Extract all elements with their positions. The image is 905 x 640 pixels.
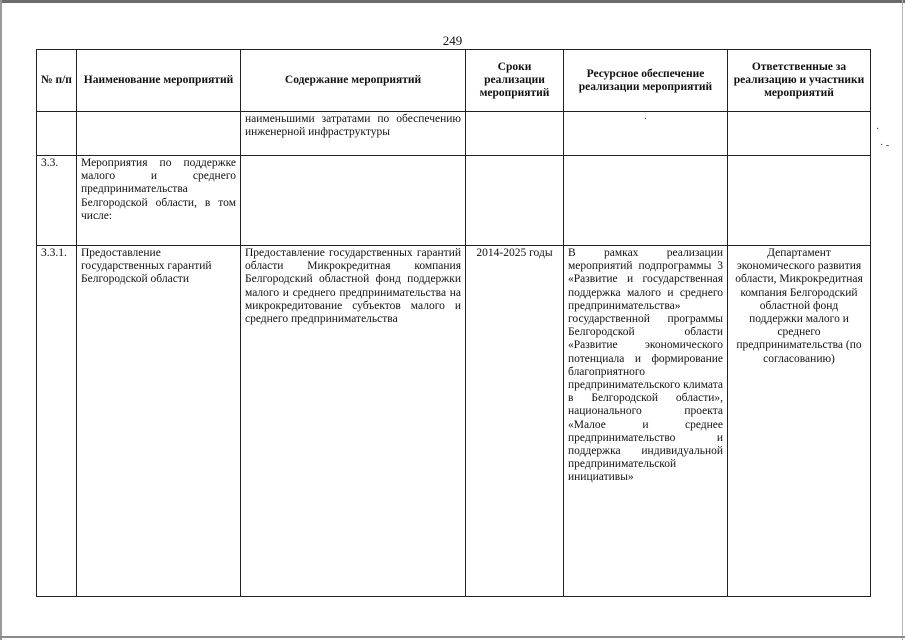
page-number: 249 — [442, 33, 463, 48]
item-name: Предоставление государственных гарантий Белгородской области — [77, 246, 241, 597]
item-content: Предоставление государственных гарантий области Микрокредитная компания Белгородский областной фонд поддержки малого и среднего предпринимательства на микрокредитование субъектов малого и среднего предпринимательства — [241, 246, 466, 597]
scan-bottom-edge — [0, 636, 905, 638]
cell-empty — [728, 156, 871, 246]
section-num: 3.3. — [37, 156, 77, 246]
measures-table — [36, 49, 871, 597]
cell-empty — [466, 112, 564, 156]
header-responsible: Ответственные за реализацию и участники мероприятий — [728, 50, 871, 112]
item-responsible: Департамент экономического развития области, Микрокредитная компания Белгородский областной фонд поддержки малого и среднего предпринимательства (по согласованию) — [728, 246, 871, 597]
scan-left-edge — [0, 0, 2, 640]
cell-empty — [466, 156, 564, 246]
header-resources: Ресурсное обеспечение реализации мероприятий — [564, 50, 728, 112]
item-resources: В рамках реализации мероприятий подпрограммы 3 «Развитие и государственная поддержка малого и среднего предпринимательства» государственной программы Белгородской области «Развитие экономического потенциала и формирование благоприятного предпринимательского климата в Белгородской области», национального проекта «Малое и среднее предпринимательство и поддержка индивидуальной предпринимательской инициативы» — [564, 246, 728, 597]
cell-empty — [77, 112, 241, 156]
scan-top-edge — [0, 0, 905, 3]
scan-right-edge — [902, 0, 903, 640]
table-row — [37, 156, 871, 246]
scan-speck: · — [643, 114, 648, 125]
continuation-content: наименьшими затратами по обеспечению инженерной инфраструктуры — [241, 112, 466, 156]
cell-empty — [564, 156, 728, 246]
header-terms: Сроки реализации мероприятий — [466, 50, 564, 112]
table-row — [37, 112, 871, 156]
cell-empty — [728, 112, 871, 156]
cell-empty — [241, 156, 466, 246]
header-num: № п/п — [37, 50, 77, 112]
table-header-row — [37, 50, 871, 112]
section-name: Мероприятия по поддержке малого и среднего предпринимательства Белгородской области, в том числе: — [77, 156, 241, 246]
item-num: 3.3.1. — [37, 246, 77, 597]
table-row — [37, 246, 871, 597]
header-content: Содержание мероприятий — [241, 50, 466, 112]
item-terms: 2014-2025 годы — [466, 246, 564, 597]
scan-speck: · - — [880, 140, 890, 151]
cell-empty — [564, 112, 728, 156]
header-name: Наименование мероприятий — [77, 50, 241, 112]
cell-empty — [37, 112, 77, 156]
scan-speck: · — [876, 124, 880, 135]
